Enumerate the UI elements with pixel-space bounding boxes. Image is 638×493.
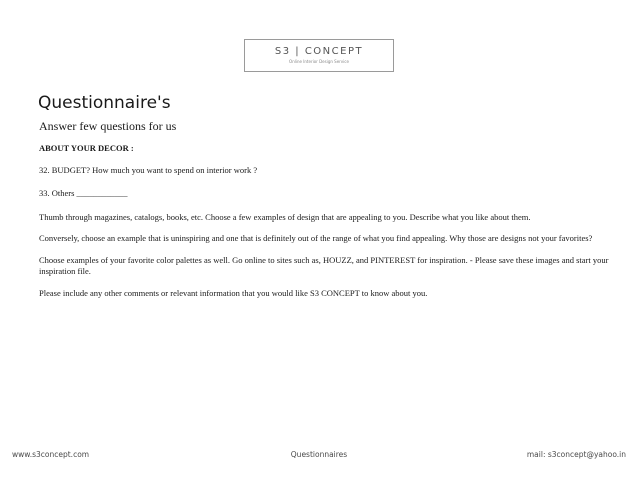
paragraph-magazines: Thumb through magazines, catalogs, books, etc. Choose a few examples of design that are appealing to you. Describe what you like about them. [39,211,531,222]
footer-website: www.s3concept.com [12,450,90,459]
footer-title: Questionnaires [290,450,348,459]
questionnaire-body [39,143,619,309]
page-subtitle: Answer few questions for us [39,119,177,133]
paragraph-uninspiring: Conversely, choose an example that is uninspiring and one that is definitely out of the range of what you find appealing. Why those are designs not your favorites? [39,233,593,243]
question-33: 33. Others ____________ [39,188,128,198]
section-heading: ABOUT YOUR DECOR : [39,143,134,153]
logo-subtitle: Online Interior Design Service [289,59,349,64]
footer-email: mail: s3concept@yahoo.in [526,450,626,459]
page-title: Questionnaire's [38,93,171,113]
paragraph-comments: Please include any other comments or relevant information that you would like S3 CONCEPT to know about you. [39,287,428,298]
paragraph-color-palettes: Choose examples of your favorite color palettes as well. Go online to sites such as, HOUZZ, and PINTEREST for inspiration. - Please save these images and start your inspiration file. [39,254,609,276]
logo-title: S3 | CONCEPT [274,46,364,57]
logo [244,39,394,72]
question-32: 32. BUDGET? How much you want to spend on interior work ? [39,164,258,175]
